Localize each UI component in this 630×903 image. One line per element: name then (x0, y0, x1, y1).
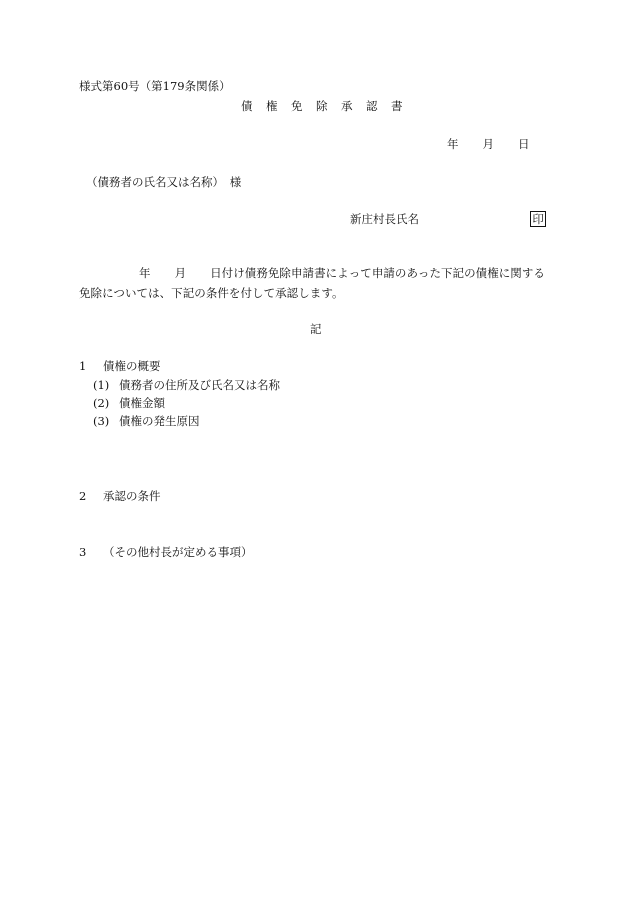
sub-item-3 (93, 416, 200, 428)
sub-item-1 (93, 380, 280, 392)
addressee: （債務者の氏名又は名称） 様 (86, 175, 242, 189)
section-number: 3 (79, 545, 87, 559)
date-year: 年 (447, 137, 459, 151)
section-number: 1 (79, 359, 87, 373)
title-char: 認 (366, 99, 378, 113)
title-char: 除 (316, 99, 328, 113)
section-3 (79, 547, 253, 559)
title-char: 承 (341, 99, 353, 113)
section-label: 債権の概要 (103, 359, 161, 373)
document-title (241, 101, 403, 113)
title-char: 権 (266, 99, 278, 113)
body-line-2: 免除については、下記の条件を付して承認します。 (79, 286, 344, 300)
issuer-label: 新庄村長氏名 (350, 212, 419, 226)
section-1 (79, 361, 161, 373)
title-char: 免 (291, 99, 303, 113)
issuer-line (350, 211, 546, 227)
body-line-1 (139, 268, 545, 280)
body-year: 年 (139, 266, 151, 280)
sub-item-label: 債務者の住所及び氏名又は名称 (119, 378, 280, 392)
ki-heading: 記 (310, 322, 322, 336)
sub-item-label: 債権の発生原因 (119, 414, 200, 428)
date-day: 日 (518, 137, 530, 151)
sub-item-number: (2) (93, 396, 110, 410)
title-char: 債 (241, 99, 253, 113)
sub-item-number: (1) (93, 378, 110, 392)
body-month: 月 (174, 266, 187, 280)
title-char: 書 (391, 99, 403, 113)
section-label: （その他村長が定める事項） (103, 545, 253, 559)
section-number: 2 (79, 489, 87, 503)
date-line (447, 139, 530, 151)
sub-item-number: (3) (93, 414, 110, 428)
seal-mark: 印 (532, 212, 544, 226)
date-month: 月 (482, 137, 494, 151)
sub-item-2 (93, 398, 165, 410)
section-2 (79, 491, 161, 503)
form-number: 様式第60号（第179条関係） (79, 79, 231, 93)
section-label: 承認の条件 (103, 489, 161, 503)
sub-item-label: 債権金額 (119, 396, 165, 410)
body-text-1: 日付け債務免除申請書によって申請のあった下記の債権に関する (210, 266, 545, 280)
